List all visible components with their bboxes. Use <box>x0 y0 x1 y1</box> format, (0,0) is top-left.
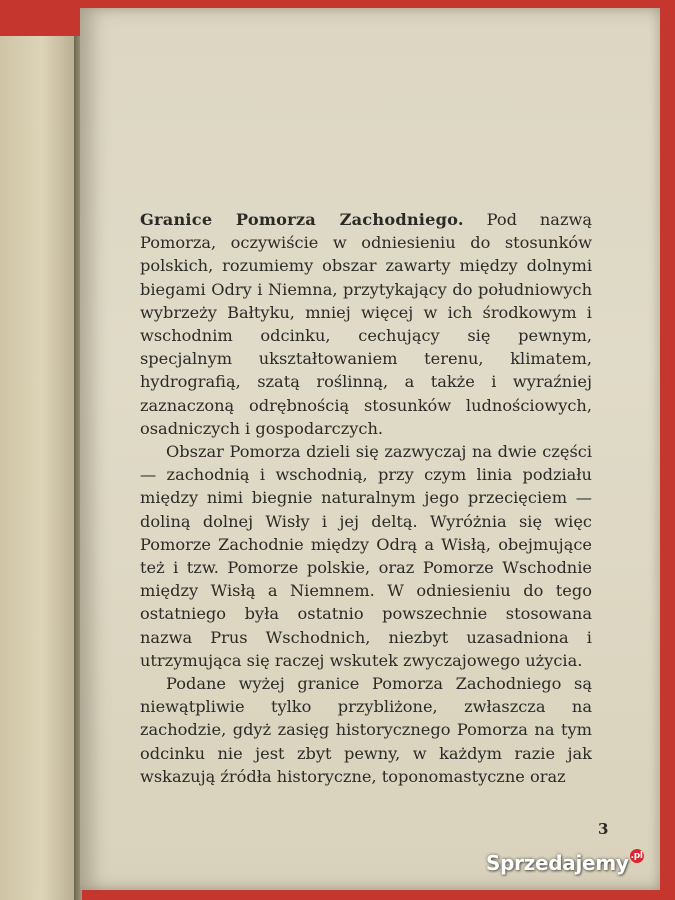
section-heading: Granice Pomorza Zachodniego. <box>140 210 464 229</box>
paragraph-3 <box>140 672 592 788</box>
sprzedajemy-watermark <box>486 851 644 875</box>
watermark-text: Sprzedajemy <box>486 851 629 875</box>
paragraph-2 <box>140 440 592 672</box>
paragraph-1-text: Pod nazwą Pomorza, oczywiście w odniesieniu do stosunków polskich, rozumiemy obszar zawarty między dolnymi biegami Odry i Niemna, przytykający do południowych wybrzeży Bałtyku, mniej więcej w ich środkowym i wschodnim odcinku, cechujący się pewnym, specjalnym ukształtowaniem terenu, klimatem, hydrografią, szatą roślinną, a także i wyraźniej zaznaczoną odrębnością stosunków ludnościowych, osadniczych i gospodarczych. <box>140 210 592 438</box>
paragraph-1 <box>140 208 592 440</box>
paragraph-2-text: Obszar Pomorza dzieli się zazwyczaj na dwie części — zachodnią i wschodnią, przy czym linia podziału między nimi biegnie naturalnym jego przecięciem — doliną dolnej Wisły i jej deltą. Wyróżnia się więc Pomorze Zachodnie między Odrą a Wisłą, obejmujące też i tzw. Pomorze polskie, oraz Pomorze Wschodnie między Wisłą a Niemnem. W odniesieniu do tego ostatniego była ostatnio powszechnie stosowana nazwa Prus Wschodnich, niezbyt uzasadniona i utrzymująca się raczej wskutek zwyczajowego użycia. <box>140 442 592 670</box>
left-facing-page <box>0 36 77 900</box>
page-number: 3 <box>598 820 609 838</box>
body-text <box>140 208 592 788</box>
book-page <box>80 8 660 890</box>
paragraph-3-text: Podane wyżej granice Pomorza Zachodniego są niewątpliwie tylko przybliżone, zwłaszcza na zachodzie, gdyż zasięg historycznego Pomorza na tym odcinku nie jest zbyt pewny, w każdym razie jak wskazują źródła historyczne, toponomastyczne oraz <box>140 674 592 786</box>
watermark-pl-badge: .pl <box>630 851 643 861</box>
